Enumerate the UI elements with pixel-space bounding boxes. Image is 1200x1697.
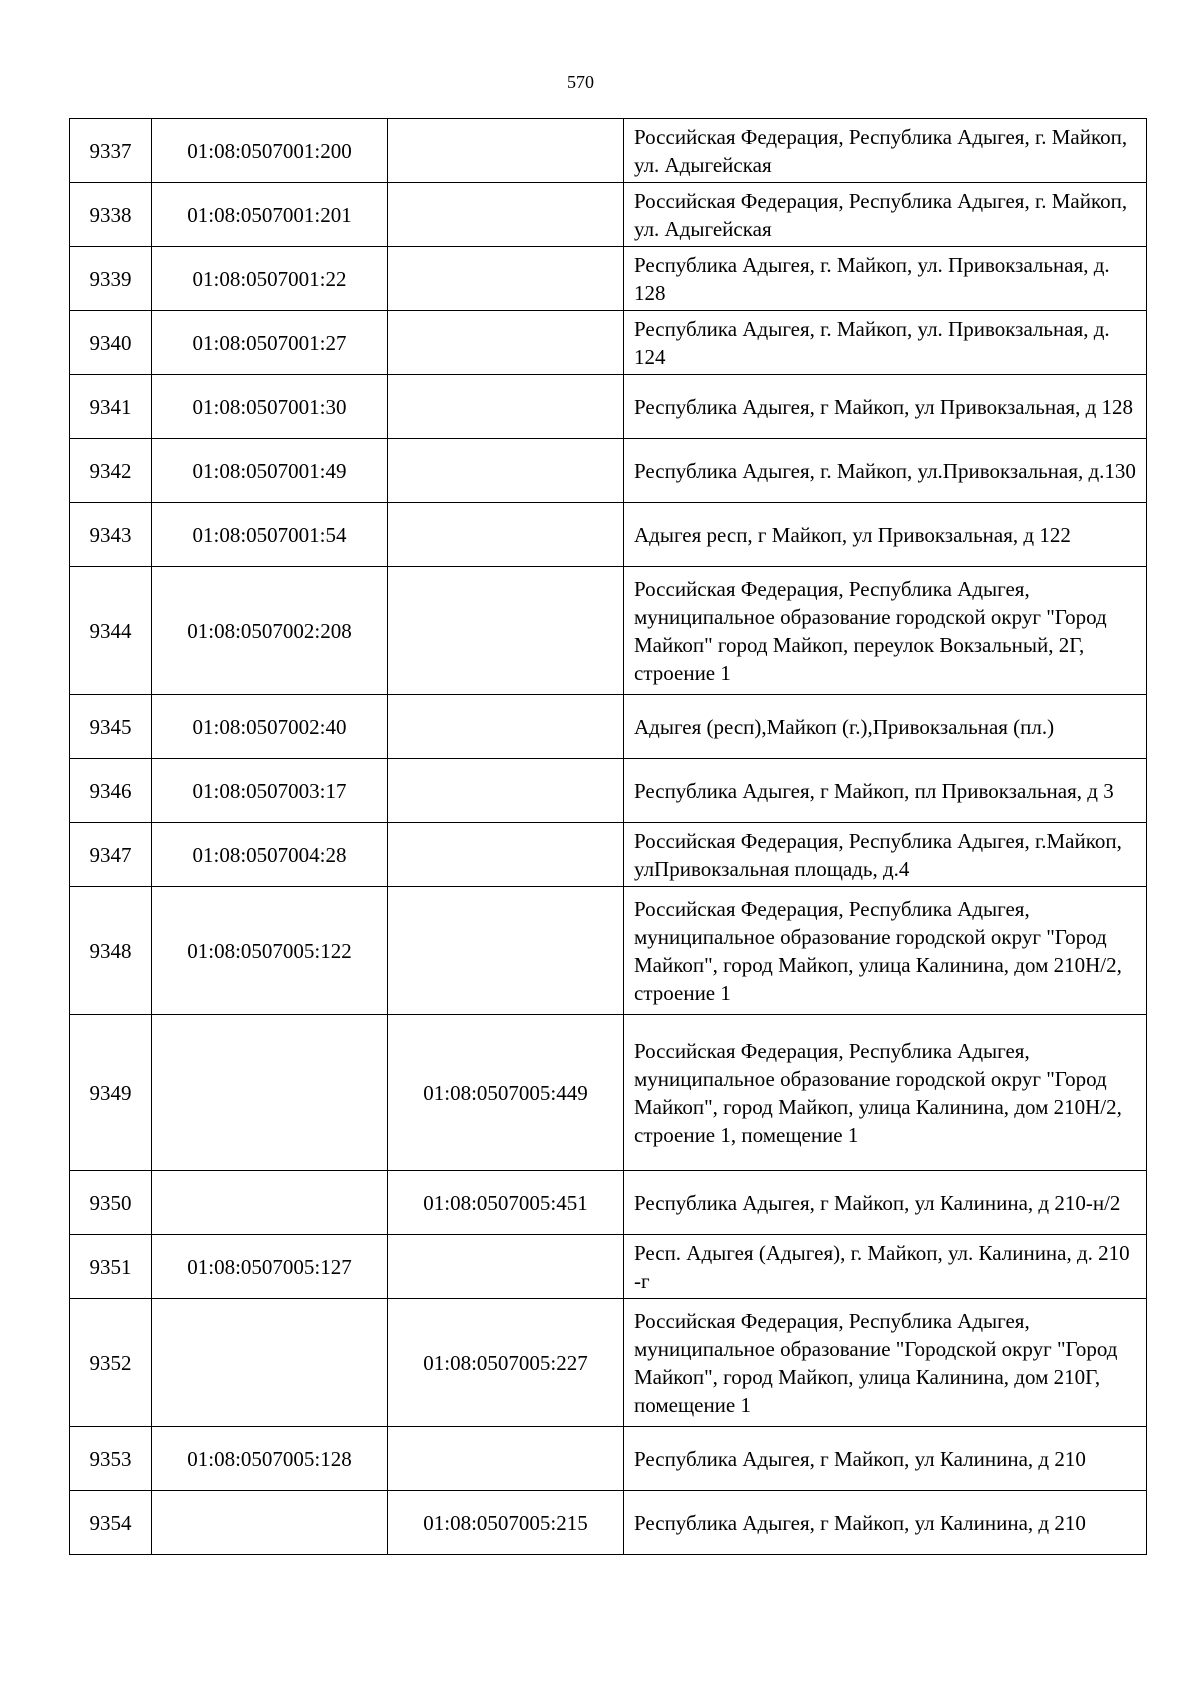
address-cell: Российская Федерация, Республика Адыгея, г.Майкоп, улПривокзальная площадь, д.4: [624, 823, 1147, 887]
cadastral-number-cell: [152, 1015, 388, 1171]
object-number-cell: [388, 1235, 624, 1299]
cadastral-number-cell: 01:08:0507001:27: [152, 311, 388, 375]
table-row: [70, 375, 1147, 439]
cadastral-number-cell: 01:08:0507005:122: [152, 887, 388, 1015]
address-cell: Адыгея респ, г Майкоп, ул Привокзальная, д 122: [624, 503, 1147, 567]
object-number-cell: [388, 247, 624, 311]
row-number-cell: 9342: [70, 439, 152, 503]
cadastral-number-cell: 01:08:0507001:200: [152, 119, 388, 183]
cadastral-number-cell: [152, 1491, 388, 1555]
row-number-cell: 9340: [70, 311, 152, 375]
table-row: [70, 1299, 1147, 1427]
cadastral-number-cell: 01:08:0507002:208: [152, 567, 388, 695]
object-number-cell: 01:08:0507005:215: [388, 1491, 624, 1555]
object-number-cell: [388, 439, 624, 503]
table-row: [70, 759, 1147, 823]
row-number-cell: 9345: [70, 695, 152, 759]
cadastral-number-cell: 01:08:0507001:30: [152, 375, 388, 439]
table-row: [70, 823, 1147, 887]
cadastral-number-cell: 01:08:0507001:201: [152, 183, 388, 247]
address-cell: Республика Адыгея, г Майкоп, ул Привокзальная, д 128: [624, 375, 1147, 439]
row-number-cell: 9337: [70, 119, 152, 183]
row-number-cell: 9350: [70, 1171, 152, 1235]
table-row: [70, 183, 1147, 247]
address-cell: Республика Адыгея, г. Майкоп, ул. Привокзальная, д. 124: [624, 311, 1147, 375]
address-cell: Республика Адыгея, г Майкоп, ул Калинина, д 210-н/2: [624, 1171, 1147, 1235]
row-number-cell: 9348: [70, 887, 152, 1015]
cadastral-number-cell: 01:08:0507002:40: [152, 695, 388, 759]
page-number: 570: [567, 72, 594, 92]
cadastral-number-cell: 01:08:0507005:128: [152, 1427, 388, 1491]
address-cell: Российская Федерация, Республика Адыгея, г. Майкоп, ул. Адыгейская: [624, 183, 1147, 247]
address-cell: Республика Адыгея, г Майкоп, ул Калинина, д 210: [624, 1491, 1147, 1555]
row-number-cell: 9343: [70, 503, 152, 567]
table-row: [70, 503, 1147, 567]
cadastral-number-cell: 01:08:0507005:127: [152, 1235, 388, 1299]
row-number-cell: 9351: [70, 1235, 152, 1299]
object-number-cell: [388, 695, 624, 759]
address-cell: Республика Адыгея, г Майкоп, ул Калинина, д 210: [624, 1427, 1147, 1491]
cadastral-number-cell: 01:08:0507001:49: [152, 439, 388, 503]
object-number-cell: [388, 823, 624, 887]
address-cell: Российская Федерация, Республика Адыгея, г. Майкоп, ул. Адыгейская: [624, 119, 1147, 183]
row-number-cell: 9354: [70, 1491, 152, 1555]
table-row: [70, 119, 1147, 183]
row-number-cell: 9344: [70, 567, 152, 695]
object-number-cell: [388, 887, 624, 1015]
row-number-cell: 9338: [70, 183, 152, 247]
object-number-cell: [388, 1427, 624, 1491]
table-row: [70, 887, 1147, 1015]
table-row: [70, 695, 1147, 759]
row-number-cell: 9347: [70, 823, 152, 887]
registry-table-body: [70, 119, 1147, 1555]
object-number-cell: 01:08:0507005:227: [388, 1299, 624, 1427]
table-row: [70, 439, 1147, 503]
table-row: [70, 567, 1147, 695]
table-row: [70, 1171, 1147, 1235]
object-number-cell: [388, 567, 624, 695]
row-number-cell: 9349: [70, 1015, 152, 1171]
object-number-cell: [388, 375, 624, 439]
cadastral-number-cell: 01:08:0507001:22: [152, 247, 388, 311]
row-number-cell: 9352: [70, 1299, 152, 1427]
row-number-cell: 9346: [70, 759, 152, 823]
address-cell: Российская Федерация, Республика Адыгея, муниципальное образование городской округ "Город Майкоп", город Майкоп, улица Калинина, дом 210Н/2, строение 1, помещение 1: [624, 1015, 1147, 1171]
address-cell: Адыгея (респ),Майкоп (г.),Привокзальная (пл.): [624, 695, 1147, 759]
table-row: [70, 1235, 1147, 1299]
cadastral-number-cell: [152, 1171, 388, 1235]
table-row: [70, 1015, 1147, 1171]
object-number-cell: [388, 311, 624, 375]
cadastral-number-cell: 01:08:0507004:28: [152, 823, 388, 887]
address-cell: Республика Адыгея, г. Майкоп, ул. Привокзальная, д. 128: [624, 247, 1147, 311]
table-row: [70, 1491, 1147, 1555]
object-number-cell: [388, 119, 624, 183]
address-cell: Российская Федерация, Республика Адыгея, муниципальное образование "Городской округ "Город Майкоп", город Майкоп, улица Калинина, дом 210Г, помещение 1: [624, 1299, 1147, 1427]
registry-table: [69, 118, 1147, 1555]
cadastral-number-cell: 01:08:0507003:17: [152, 759, 388, 823]
table-row: [70, 247, 1147, 311]
table-row: [70, 1427, 1147, 1491]
object-number-cell: 01:08:0507005:449: [388, 1015, 624, 1171]
object-number-cell: [388, 759, 624, 823]
row-number-cell: 9339: [70, 247, 152, 311]
row-number-cell: 9353: [70, 1427, 152, 1491]
cadastral-number-cell: 01:08:0507001:54: [152, 503, 388, 567]
cadastral-number-cell: [152, 1299, 388, 1427]
address-cell: Респ. Адыгея (Адыгея), г. Майкоп, ул. Калинина, д. 210 -г: [624, 1235, 1147, 1299]
object-number-cell: 01:08:0507005:451: [388, 1171, 624, 1235]
row-number-cell: 9341: [70, 375, 152, 439]
address-cell: Республика Адыгея, г. Майкоп, ул.Привокзальная, д.130: [624, 439, 1147, 503]
object-number-cell: [388, 503, 624, 567]
address-cell: Республика Адыгея, г Майкоп, пл Привокзальная, д 3: [624, 759, 1147, 823]
object-number-cell: [388, 183, 624, 247]
address-cell: Российская Федерация, Республика Адыгея, муниципальное образование городской округ "Город Майкоп" город Майкоп, переулок Вокзальный, 2Г, строение 1: [624, 567, 1147, 695]
address-cell: Российская Федерация, Республика Адыгея, муниципальное образование городской округ "Город Майкоп", город Майкоп, улица Калинина, дом 210Н/2, строение 1: [624, 887, 1147, 1015]
table-row: [70, 311, 1147, 375]
